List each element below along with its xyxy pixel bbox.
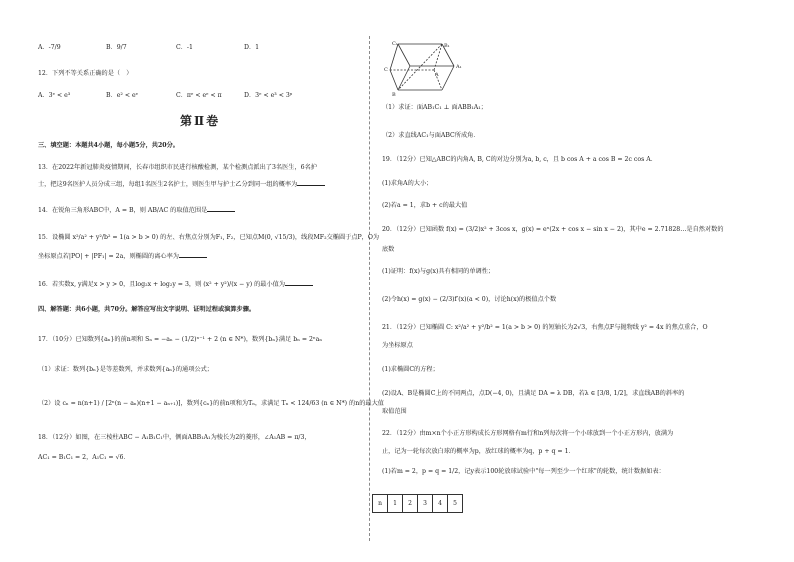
q19-part1: (1)求角A的大小； (382, 180, 433, 187)
q15-line2: 坐标原点若|PO| + |PF₁| = 2a，则椭圆的离心率为 (38, 252, 207, 261)
frequency-table (372, 494, 463, 513)
fig-label-b1: B₁ (444, 43, 450, 49)
table-cell: 3 (418, 495, 433, 513)
q17-part1: （1）求证：数列{bₙ}是等差数列，并求数列{aₙ}的通项公式； (38, 366, 213, 373)
table-cell: 2 (403, 495, 418, 513)
section4-heading: 四、解答题：共6小题，共70分。解答应写出文字说明、证明过程或演算步骤。 (38, 306, 256, 313)
fig-label-c: C (384, 67, 388, 73)
q20-part2: (2)令h(x) = g(x) − (2/3)f′(x)(a < 0)，讨论h(x)的极值点个数 (382, 296, 557, 303)
q16: 16．若实数x, y满足x > y > 0，且log₂x + log₂y = 3，则 (x² + y²)/(x − y) 的最小值为 (38, 280, 313, 289)
fig-label-c1: C₁ (392, 41, 398, 47)
q20-line2: 底数 (382, 246, 395, 253)
q13-line2: 士，把这9名医护人员分成三组，每组1名医生2名护士，则医生甲与护士乙分到同一组的概率为 (38, 180, 325, 189)
q12-stem: 12．下列不等关系正确的是（ ） (38, 70, 133, 77)
q11-option-d: D．1 (244, 44, 260, 51)
section-title: 第Ⅱ卷 (180, 114, 221, 128)
q21-part1: (1)求椭圆C的方程； (382, 366, 439, 373)
q20-part1: (1)证明：f(x)与g(x)具有相同的单调性； (382, 268, 495, 275)
q19-line1: 19．（12分）已知△ABC的内角A, B, C的对边分别为a, b, c，且 b cos A + a cos B = 2c cos A． (382, 156, 657, 163)
table-cell: 1 (388, 495, 403, 513)
right-column (378, 0, 758, 562)
fig-label-a: A (435, 72, 439, 78)
left-column (30, 0, 384, 562)
q21-part2: (2)设A、B是椭圆C上的不同两点，点D(−4, 0)，且满足 DA = λ DB，若λ ∈ [3/8, 1/2]，求直线AB的斜率的 (382, 390, 685, 397)
q22-part1: (1)若m = 2，p = q = 1/2，记y表示100轮放球试验中"每一列至少一个红球"的轮数，统计数据如表： (382, 468, 665, 475)
table-row (373, 495, 463, 513)
table-cell: 5 (448, 495, 463, 513)
table-cell: n (373, 495, 388, 513)
section3-heading: 三、填空题：本题共4小题，每小题5分，共20分。 (38, 142, 179, 149)
answer-blank (179, 252, 207, 258)
q11-option-a: A．-7/9 (38, 44, 61, 51)
q15-line1: 15．设椭圆 x²/a² + y²/b² = 1(a > b > 0) 的左、右焦点分别为F₁, F₂，已知点M(0, √15/3)，线段MF₂交椭圆于点P，O为 (38, 234, 380, 241)
q18-part2: （2）求直线AC₁与面ABC所成角． (382, 132, 480, 139)
prism-figure (384, 38, 464, 98)
q11-option-b: B．9/7 (106, 44, 127, 51)
q18-line2: AC₁ = B₁C₁ = 2，A₁C₁ = √6． (38, 454, 130, 461)
fig-label-a1: A₁ (456, 64, 462, 70)
q13-line1: 13．在2022年新冠肺炎疫情期间，长春市组织市民进行核酸检测，某个检测点派出了3名医生，6名护 (38, 164, 317, 171)
q20-line1: 20．（12分）已知函数 f(x) = (3/2)x² + 3cos x，g(x) = eˣ(2x + cos x − sin x − 2)，其中e = 2.71828…是自然对数的 (382, 226, 724, 233)
q21-line1: 21．（12分）已知椭圆 C: x²/a² + y²/b² = 1(a > b > 0) 的短轴长为2√3，右焦点F与抛物线 y² = 4x 的焦点重合，O (382, 324, 708, 331)
page-divider (369, 36, 370, 541)
q17-part2: （2）设 cₙ = n(n+1) / [2ⁿ(n − aₙ)(n+1 − aₙ₊₁)]，数列{cₙ}的前n项和为Tₙ，求满足 Tₙ < 124/63 (n ∈ N*) 的n的最大值 (38, 400, 384, 407)
answer-blank (207, 206, 235, 212)
q19-part2: (2)若a = 1，求b + c的最大值 (382, 202, 468, 209)
table-cell: 4 (433, 495, 448, 513)
q21-line2: 为坐标原点 (382, 342, 413, 349)
answer-blank (285, 280, 313, 286)
q12-option-c: C．πᵉ < eᵉ < π (176, 92, 222, 99)
q17-line1: 17．（10分）已知数列{aₙ}的前n项和 Sₙ = −aₙ − (1/2)ⁿ⁻¹ + 2 (n ∈ N*)，数列{bₙ}满足 bₙ = 2ⁿaₙ (38, 336, 323, 343)
q12-option-a: A．3ᵉ < e³ (38, 92, 71, 99)
q21-part3: 取值范围 (382, 408, 407, 415)
q12-option-d: D．3ᵉ < e³ < 3ᵖ (244, 92, 293, 99)
fig-label-b: B (392, 92, 396, 98)
q22-line2: 止，记为一轮每次放白球的概率为p，放红球的概率为q，p + q = 1． (382, 448, 575, 455)
q22-line1: 22．（12分）由m×n个小正方形构成长方形网格有m行和n列每次将一个小球放到一个小正方形内，放满为 (382, 430, 674, 437)
q18-part1: （1）求证：面AB₁C₁ ⊥ 面ABB₁A₁； (382, 104, 487, 111)
q11-option-c: C．-1 (176, 44, 193, 51)
answer-blank (297, 180, 325, 186)
q18-line1: 18．（12分）如图，在三棱柱ABC − A₁B₁C₁中，侧面ABB₁A₁为棱长为2的菱形，∠A₁AB = π/3， (38, 434, 311, 441)
q12-option-b: B．e² < eᵉ (106, 92, 139, 99)
q14: 14．在锐角三角形ABC中，A = B，则 AB/AC 的取值范围是 (38, 206, 235, 215)
